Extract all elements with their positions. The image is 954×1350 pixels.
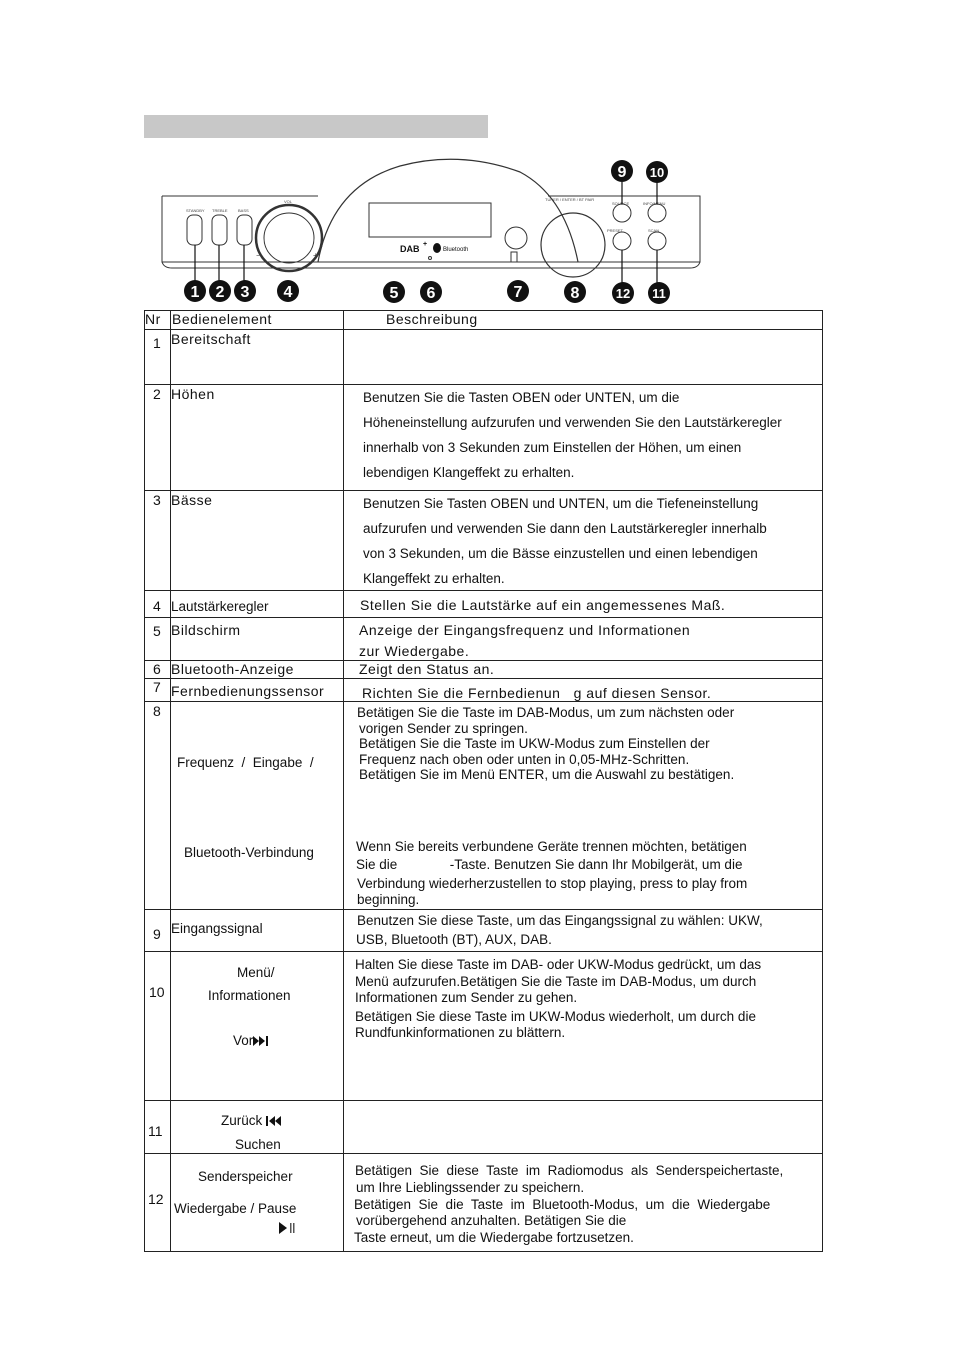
- scan-button: [648, 232, 666, 250]
- row-10-element-3: Vor: [233, 1033, 273, 1049]
- treble-button: [212, 215, 227, 245]
- row-4-nr: 4: [153, 598, 161, 614]
- row-2-desc-4: lebendigen Klangeffekt zu erhalten.: [363, 465, 575, 480]
- row-10-desc-4: Betätigen Sie diese Taste im UKW-Modus wiederholt, um durch die: [355, 1009, 756, 1024]
- row-2-desc-2: Höheneinstellung aufzurufen und verwenden Sie den Lautstärkeregler: [363, 415, 782, 430]
- svg-text:7: 7: [513, 284, 523, 301]
- device-diagram: [0, 0, 954, 310]
- row-5-desc-2: zur Wiedergabe.: [359, 643, 470, 659]
- svg-text:10: 10: [649, 165, 665, 180]
- header-description: Beschreibung: [386, 311, 478, 327]
- row-11-element: Zurück: [221, 1113, 286, 1129]
- row-7-desc: Richten Sie die Fernbedienun g auf diesen Sensor.: [362, 685, 712, 701]
- previous-track-icon: [266, 1116, 286, 1126]
- preset-button: [613, 232, 631, 250]
- row-12-desc-2: um Ihre Lieblingssender zu speichern.: [356, 1180, 585, 1195]
- row-10-desc-5: Rundfunkinformationen zu blättern.: [355, 1025, 566, 1040]
- row-10-desc-1: Halten Sie diese Taste im DAB- oder UKW-Modus gedrückt, um das: [355, 957, 762, 972]
- svg-text:3: 3: [240, 284, 250, 301]
- row-6-desc: Zeigt den Status an.: [359, 661, 495, 677]
- tuner-label: TUNER / ENTER / BT PAIR: [545, 197, 595, 202]
- row-5-element: Bildschirm: [171, 622, 241, 638]
- bluetooth-led: [429, 257, 432, 260]
- row-12-desc-1: Betätigen Sie diese Taste im Radiomodus als Senderspeichertaste,: [355, 1163, 784, 1178]
- display-screen: [369, 203, 491, 237]
- row-4-desc: Stellen Sie die Lautstärke auf ein angemessenes Maß.: [360, 597, 726, 613]
- row-3-desc-2: aufzurufen und verwenden Sie dann den Lautstärkeregler innerhalb: [363, 521, 767, 536]
- row-7-nr: 7: [153, 679, 161, 695]
- row-3-desc-3: von 3 Sekunden, um die Bässe einzustellen und einen lebendigen: [363, 546, 758, 561]
- row-10-desc-2: Menü aufzurufen.Betätigen Sie die Taste im DAB-Modus, um durch: [355, 974, 757, 989]
- row-9-desc-2: USB, Bluetooth (BT), AUX, DAB.: [356, 932, 552, 947]
- dab-logo: DAB: [400, 244, 420, 254]
- play-pause-icon: [279, 1222, 297, 1234]
- row-11-element-2: Suchen: [235, 1137, 281, 1152]
- svg-text:12: 12: [615, 286, 631, 301]
- row-1-nr: 1: [153, 335, 161, 351]
- svg-text:6: 6: [426, 285, 436, 302]
- vol-minus: −: [256, 251, 261, 260]
- row-9-element: Eingangssignal: [171, 921, 263, 936]
- bass-label: BASS: [238, 208, 249, 213]
- row-8-desc2-3: Verbindung wiederherzustellen to stop playing, press to play from: [357, 876, 748, 891]
- info-label: INFO/MENU: [643, 201, 666, 206]
- volume-knob-ring: [256, 205, 322, 271]
- vol-plus: +: [313, 251, 318, 260]
- info-menu-button: [648, 204, 666, 222]
- row-9-nr: 9: [153, 926, 161, 942]
- row-8-element: Frequenz / Eingabe /: [177, 755, 314, 770]
- usb-port: [511, 252, 517, 262]
- svg-text:9: 9: [617, 164, 627, 181]
- row-8-desc2-2: Sie die -Taste. Benutzen Sie dann Ihr Mobilgerät, um die: [356, 857, 743, 872]
- row-10-element-2: Informationen: [208, 988, 291, 1003]
- vol-label: VOL: [284, 199, 293, 204]
- row-1-element: Bereitschaft: [171, 331, 251, 347]
- volume-knob: [264, 213, 314, 263]
- row-8-desc-1: Betätigen Sie die Taste im DAB-Modus, um zum nächsten oder: [357, 705, 735, 720]
- row-8-desc-2: vorigen Sender zu springen.: [359, 721, 528, 736]
- row-12-desc-3: Betätigen Sie die Taste im Bluetooth-Modus, um die Wiedergabe: [354, 1197, 771, 1212]
- header-element: Bedienelement: [172, 311, 272, 327]
- row-6-element: Bluetooth-Anzeige: [171, 661, 294, 677]
- svg-text:+: +: [423, 241, 428, 248]
- row-3-element: Bässe: [171, 492, 213, 508]
- row-12-desc-4: vorübergehend anzuhalten. Betätigen Sie die: [356, 1213, 627, 1228]
- svg-text:5: 5: [389, 285, 399, 302]
- row-12-element-2: Wiedergabe / Pause: [174, 1201, 297, 1216]
- bass-button: [237, 215, 252, 245]
- bluetooth-logo-icon: [433, 243, 441, 253]
- row-12-element: Senderspeicher: [198, 1169, 293, 1184]
- remote-sensor: [505, 227, 527, 249]
- row-3-desc-1: Benutzen Sie Tasten OBEN und UNTEN, um die Tiefeneinstellung: [363, 496, 759, 511]
- row-5-nr: 5: [153, 623, 161, 639]
- row-2-element: Höhen: [171, 386, 215, 402]
- row-10-element: Menü/: [237, 965, 275, 980]
- scan-label: SCAN: [648, 228, 660, 233]
- row-10-nr: 10: [149, 984, 165, 1000]
- row-11-nr: 11: [148, 1123, 163, 1139]
- row-12-desc-5: Taste erneut, um die Wiedergabe fortzusetzen.: [354, 1230, 634, 1245]
- row-2-desc-3: innerhalb von 3 Sekunden zum Einstellen der Höhen, um einen: [363, 440, 742, 455]
- treble-label: TREBLE: [212, 208, 228, 213]
- svg-text:8: 8: [570, 285, 580, 302]
- row-8-desc-3: Betätigen Sie die Taste im UKW-Modus zum Einstellen der: [359, 736, 710, 751]
- row-8-desc-5: Betätigen Sie im Menü ENTER, um die Auswahl zu bestätigen.: [359, 767, 735, 782]
- row-8-desc-4: Frequenz nach oben oder unten in 0,05-MHz-Schritten.: [359, 752, 690, 767]
- row-2-nr: 2: [153, 386, 161, 402]
- standby-button: [187, 215, 202, 245]
- row-3-nr: 3: [153, 492, 161, 508]
- row-9-desc-1: Benutzen Sie diese Taste, um das Eingangssignal zu wählen: UKW,: [357, 913, 763, 928]
- bluetooth-logo-text: Bluetooth: [443, 247, 469, 253]
- row-8-desc2-1: Wenn Sie bereits verbundene Geräte trennen möchten, betätigen: [356, 839, 747, 854]
- header-nr: Nr: [145, 311, 161, 327]
- row-8-desc2-4: beginning.: [357, 892, 420, 907]
- row-4-element: Lautstärkeregler: [171, 599, 269, 614]
- svg-text:4: 4: [283, 284, 293, 301]
- preset-label: PRESET: [607, 228, 624, 233]
- row-12-nr: 12: [148, 1191, 164, 1207]
- row-10-desc-3: Informationen zum Sender zu gehen.: [355, 990, 578, 1005]
- row-3-desc-4: Klangeffekt zu erhalten.: [363, 571, 505, 586]
- row-2-desc-1: Benutzen Sie die Tasten OBEN oder UNTEN, um die: [363, 390, 680, 405]
- row-5-desc-1: Anzeige der Eingangsfrequenz und Informationen: [359, 622, 691, 638]
- source-label: SOURCE: [612, 201, 630, 206]
- row-7-element: Fernbedienungssensor: [171, 683, 325, 699]
- row-8-nr: 8: [153, 703, 161, 719]
- standby-label: STANDBY: [186, 208, 205, 213]
- source-button: [613, 204, 631, 222]
- tuner-knob: [541, 213, 605, 277]
- svg-text:11: 11: [652, 286, 666, 301]
- row-6-nr: 6: [153, 661, 161, 677]
- next-track-icon: [253, 1036, 273, 1046]
- svg-text:1: 1: [190, 284, 200, 301]
- svg-text:2: 2: [215, 284, 225, 301]
- row-8-element-2: Bluetooth-Verbindung: [184, 845, 314, 860]
